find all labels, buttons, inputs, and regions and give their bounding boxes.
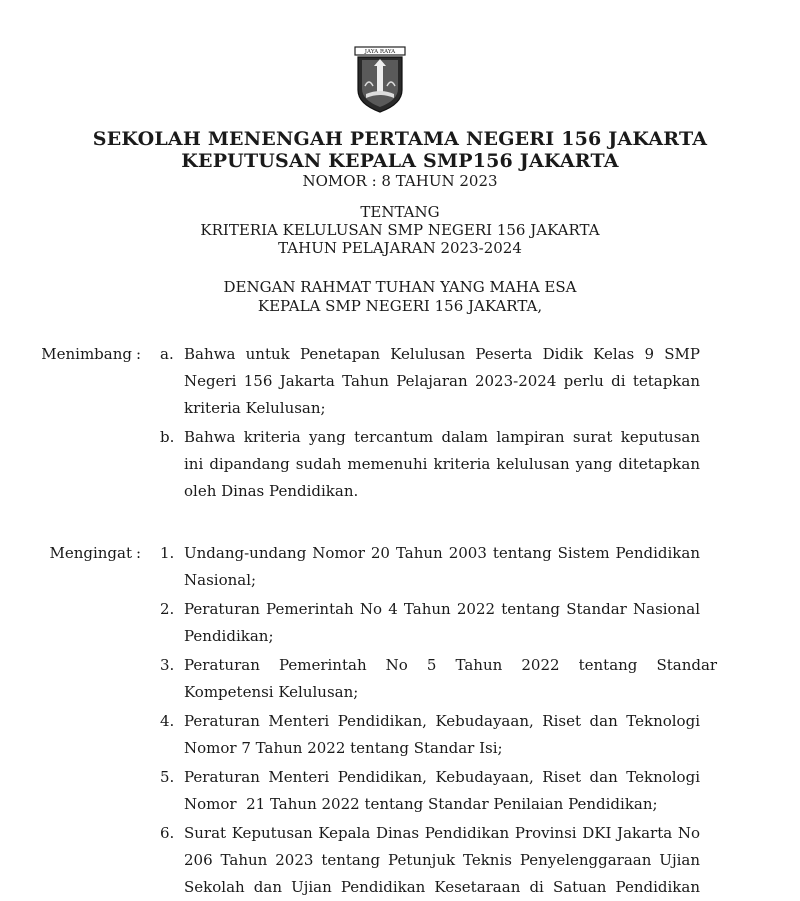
mengingat-colon: :	[136, 544, 142, 562]
text-line: Peraturan Pemerintah No 5 Tahun 2022 tentang Standar	[184, 656, 718, 674]
text-line: Peraturan Menteri Pendidikan, Kebudayaan, Riset dan Teknologi	[184, 768, 700, 786]
subject-year: TAHUN PELAJARAN 2023-2024	[278, 239, 522, 257]
text-line: Surat Keputusan Kepala Dinas Pendidikan Provinsi DKI Jakarta No	[184, 824, 700, 842]
list-item-text	[184, 708, 700, 762]
list-marker: b.	[160, 428, 175, 446]
text-line: Undang-undang Nomor 20 Tahun 2003 tentang Sistem Pendidikan	[184, 544, 700, 562]
list-item-text	[184, 540, 700, 594]
subject-title: KRITERIA KELULUSAN SMP NEGERI 156 JAKARTA	[200, 221, 600, 239]
mengingat-item-6	[160, 820, 700, 901]
mengingat-item-2	[160, 596, 700, 650]
mengingat-item-1	[160, 540, 700, 594]
text-line: Sekolah dan Ujian Pendidikan Kesetaraan di Satuan Pendidikan	[184, 878, 700, 896]
list-item-text	[184, 341, 700, 422]
list-item-text	[184, 596, 700, 650]
text-line: Bahwa kriteria yang tercantum dalam lampiran surat keputusan	[184, 428, 700, 446]
text-line: Bahwa untuk Penetapan Kelulusan Peserta Didik Kelas 9 SMP	[184, 345, 700, 363]
decree-title-heading: KEPUTUSAN KEPALA SMP156 JAKARTA	[181, 150, 619, 172]
text-line: Pendidikan;	[184, 627, 274, 645]
text-line: Peraturan Menteri Pendidikan, Kebudayaan, Riset dan Teknologi	[184, 712, 700, 730]
subject-about: TENTANG	[360, 203, 440, 221]
jakarta-coat-of-arms-logo	[352, 46, 408, 114]
preamble-line-1: DENGAN RAHMAT TUHAN YANG MAHA ESA	[223, 278, 577, 296]
mengingat-item-3	[160, 652, 718, 706]
text-line: Nasional;	[184, 571, 257, 589]
decree-number: NOMOR : 8 TAHUN 2023	[302, 172, 498, 190]
school-name-heading: SEKOLAH MENENGAH PERTAMA NEGERI 156 JAKARTA	[92, 128, 708, 150]
text-line: Peraturan Pemerintah No 4 Tahun 2022 tentang Standar Nasional	[184, 600, 700, 618]
list-marker: a.	[160, 345, 174, 363]
list-marker: 2.	[160, 600, 175, 618]
text-line: Nomor 21 Tahun 2022 tentang Standar Penilaian Pendidikan;	[184, 795, 658, 813]
mengingat-item-4	[160, 708, 700, 762]
list-item-text	[184, 820, 700, 901]
list-item-text	[184, 652, 718, 706]
svg-text:JAYA RAYA: JAYA RAYA	[364, 49, 396, 56]
text-line: kriteria Kelulusan;	[184, 399, 326, 417]
list-marker: 6.	[160, 824, 175, 842]
list-item-text	[184, 424, 700, 505]
list-marker: 4.	[160, 712, 175, 730]
text-line: oleh Dinas Pendidikan.	[184, 482, 359, 500]
menimbang-item-b	[160, 424, 700, 505]
menimbang-item-a	[160, 341, 700, 422]
text-line: 206 Tahun 2023 tentang Petunjuk Teknis Penyelenggaraan Ujian	[184, 851, 700, 869]
list-marker: 1.	[160, 544, 175, 562]
text-line: Negeri 156 Jakarta Tahun Pelajaran 2023-2024 perlu di tetapkan	[184, 372, 700, 390]
text-line: Kompetensi Kelulusan;	[184, 683, 359, 701]
menimbang-label: Menimbang	[41, 345, 132, 363]
text-line: ini dipandang sudah memenuhi kriteria kelulusan yang ditetapkan	[184, 455, 700, 473]
list-item-text	[184, 764, 700, 818]
preamble-line-2: KEPALA SMP NEGERI 156 JAKARTA,	[257, 297, 543, 315]
text-line: Nomor 7 Tahun 2022 tentang Standar Isi;	[184, 739, 503, 757]
mengingat-label: Mengingat	[49, 544, 132, 562]
mengingat-item-5	[160, 764, 700, 818]
menimbang-colon: :	[136, 345, 142, 363]
list-marker: 5.	[160, 768, 175, 786]
list-marker: 3.	[160, 656, 175, 674]
